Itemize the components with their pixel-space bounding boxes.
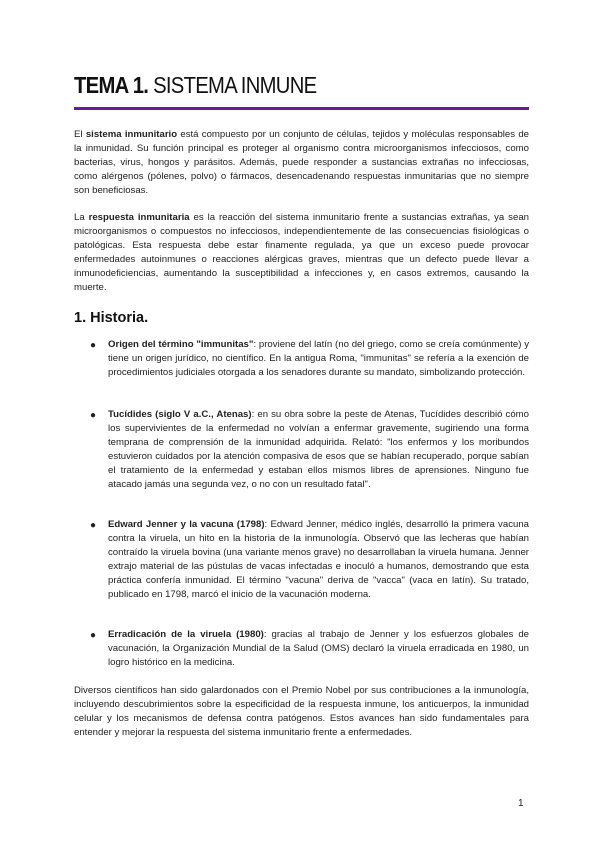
list-item-tucidides (108, 408, 529, 491)
list-item-jenner (108, 518, 529, 601)
intro-paragraph-1 (74, 128, 529, 198)
section-heading: 1. Historia. (74, 310, 149, 326)
item-body: : en su obra sobre la peste de Atenas, Tucídides describió cómo los supervivientes de la enfermedad no volvían a enfermar gravemente, sugiriendo una forma temprana de comprensión de la inmunidad adquirida. Relató: "los enfermos y los moribundos estuvieron cuidados por la atención compasiva de esos que se habían recuperado, porque sabían el tratamiento de la enfermedad y estaban ellos mismos libres de aprensiones. Ninguno fue atacado jamás una segunda vez, o no con un resultado fatal". (108, 409, 529, 490)
intro-p2-lead: La (74, 212, 89, 223)
item-term: Tucídides (siglo V a.C., Atenas) (108, 409, 252, 420)
title-rest: SISTEMA INMUNE (148, 72, 317, 98)
title-underline (74, 107, 529, 110)
bullet-icon: ● (90, 520, 97, 531)
list-item-origin (108, 338, 529, 380)
bullet-icon: ● (90, 340, 97, 351)
page-title (74, 72, 316, 99)
item-body: : Edward Jenner, médico inglés, desarrolló la primera vacuna contra la viruela, un hito en la historia de la inmunología. Observó que las lecheras que habían contraído la viruela bovina (una variante menos grave) no desarrollaban la viruela humana. Jenner extrajo material de las pústulas de vacas infectadas e inoculó a humanos, demostrando que esta práctica confería inmunidad. El término "vacuna" deriva de "vacca" (vaca en latín). Su tratado, publicado en 1798, marcó el inicio de la vacunación moderna. (108, 519, 529, 600)
item-body: : gracias al trabajo de Jenner y los esfuerzos globales de vacunación, la Organización Mundial de la Salud (OMS) declaró la viruela erradicada en 1980, un logro histórico en la medicina. (108, 629, 529, 668)
intro-p1-body: está compuesto por un conjunto de células, tejidos y moléculas responsables de la inmunidad. Su función principal es proteger al organismo contra microorganismos infecciosos, como bacterias, virus, hongos y parásitos. Además, puede responder a sustancias extrañas no infecciosas, como alérgenos (pólenes, polvo) o fármacos, desencadenando respuestas inmunitarias que no siempre son beneficiosas. (74, 129, 529, 196)
intro-p2-term: respuesta inmunitaria (88, 212, 190, 223)
page-number: 1 (518, 798, 524, 809)
item-term: Erradicación de la viruela (1980) (108, 629, 264, 640)
list-item-erradicacion (108, 628, 529, 670)
item-term: Origen del término "immunitas" (108, 339, 254, 350)
closing-paragraph: Diversos científicos han sido galardonados con el Premio Nobel por sus contribuciones a la inmunología, incluyendo descubrimientos sobre la especificidad de la respuesta inmune, los anticuerpos, la inmunidad celular y los mecanismos de defensa contra patógenos. Estos avances han sido fundamentales para entender y mejorar la respuesta del sistema inmunitario frente a enfermedades. (74, 685, 529, 738)
bullet-icon: ● (90, 630, 97, 641)
item-term: Edward Jenner y la vacuna (1798) (108, 519, 265, 530)
intro-paragraph-2 (74, 211, 529, 294)
intro-p1-term: sistema inmunitario (85, 129, 178, 140)
title-bold: TEMA 1. (74, 72, 149, 98)
item-body: : proviene del latín (no del griego, como se creía comúnmente) y tiene un origen jurídico, no científico. En la antigua Roma, "immunitas" se refería a la exención de procedimientos judiciales otorgada a los senadores durante su mandato, simbolizando protección. (108, 339, 529, 378)
intro-p2-body: es la reacción del sistema inmunitario frente a sustancias extrañas, ya sean microorganismos o compuestos no infecciosos, independientemente de las consecuencias fisiológicas o patológicas. Esta respuesta debe estar finamente regulada, ya que un exceso puede provocar enfermedades autoinmunes o reacciones alérgicas graves, mientras que un defecto puede llevar a inmunodeficiencias, aumentando la susceptibilidad a infecciones y, en casos extremos, causando la muerte. (74, 212, 529, 293)
intro-p1-lead: El (74, 129, 86, 140)
bullet-icon: ● (90, 410, 97, 421)
